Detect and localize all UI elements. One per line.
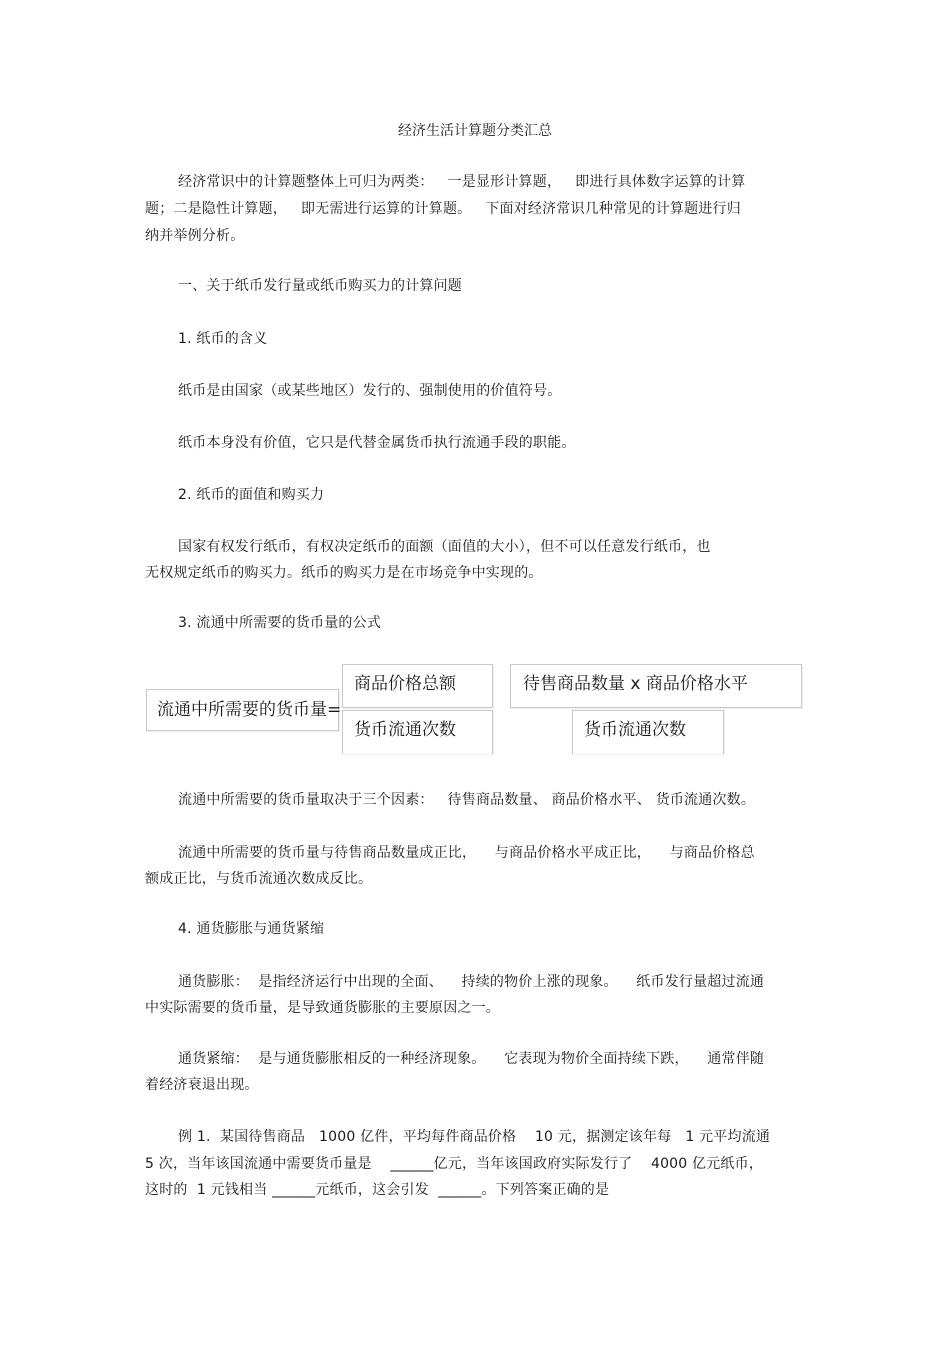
inflation-definition-line-2: 中实际需要的货币量，是导致通货膨胀的主要原因之一。 (145, 1000, 500, 1016)
document-title: 经济生活计算题分类汇总 (398, 123, 552, 139)
fraction-2-numerator: 待售商品数量 x 商品价格水平 (523, 674, 748, 694)
fraction-2-denominator: 货币流通次数 (584, 720, 686, 740)
example-1-line-1: 例 1. 某国待售商品 1000 亿件，平均每件商品价格 10 元，据测定该年每 1 元平均流通 (178, 1129, 771, 1145)
item-3-heading: 3. 流通中所需要的货币量的公式 (178, 615, 382, 631)
section-1-heading: 一、关于纸币发行量或纸币购买力的计算问题 (178, 278, 462, 294)
item-2-paragraph-line-2: 无权规定纸币的购买力。纸币的购买力是在市场竞争中实现的。 (145, 565, 543, 581)
fraction-1-numerator: 商品价格总额 (354, 674, 456, 694)
inflation-definition-line-1: 通货膨胀： 是指经济运行中出现的全面、 持续的物价上涨的现象。 纸币发行量超过流通 (178, 974, 765, 990)
item-3-paragraph-1: 流通中所需要的货币量取决于三个因素： 待售商品数量、 商品价格水平、 货币流通次数。 (178, 792, 756, 808)
example-1-line-3: 这时的 1 元钱相当 ______元纸币，这会引发 ______。下列答案正确的是 (145, 1182, 610, 1198)
item-1-paragraph-1: 纸币是由国家（或某些地区）发行的、强制使用的价值符号。 (178, 383, 562, 399)
deflation-definition-line-1: 通货紧缩： 是与通货膨胀相反的一种经济现象。 它表现为物价全面持续下跌， 通常伴随 (178, 1051, 765, 1067)
fraction-2-denominator-box (572, 710, 724, 754)
item-3-paragraph-2-line-2: 额成正比，与货币流通次数成反比。 (145, 871, 373, 887)
item-2-paragraph-line-1: 国家有权发行纸币，有权决定纸币的面额（面值的大小），但不可以任意发行纸币，也 (178, 539, 711, 555)
fraction-2-numerator-box (510, 664, 802, 708)
formula-left-label-box (146, 689, 342, 731)
item-2-heading: 2. 纸币的面值和购买力 (178, 487, 325, 503)
item-1-heading: 1. 纸币的含义 (178, 331, 268, 347)
fraction-1-numerator-box (342, 664, 493, 708)
fraction-1-denominator-box (342, 710, 493, 754)
item-3-paragraph-2-line-1: 流通中所需要的货币量与待售商品数量成正比， 与商品价格水平成正比， 与商品价格总 (178, 845, 755, 861)
intro-line-1: 经济常识中的计算题整体上可归为两类： 一是显形计算题， 即进行具体数字运算的计算 (178, 174, 746, 190)
formula-left-label: 流通中所需要的货币量= (157, 700, 342, 720)
item-1-paragraph-2: 纸币本身没有价值，它只是代替金属货币执行流通手段的职能。 (178, 435, 576, 451)
item-4-heading: 4. 通货膨胀与通货紧缩 (178, 921, 325, 937)
intro-line-2: 题；二是隐性计算题， 即无需进行运算的计算题。 下面对经济常识几种常见的计算题进行归 (145, 201, 741, 217)
deflation-definition-line-2: 着经济衰退出现。 (145, 1077, 259, 1093)
example-1-line-2: 5 次，当年该国流通中需要货币量是 ______亿元，当年该国政府实际发行了 4000 亿元纸币， (145, 1156, 764, 1172)
fraction-1-denominator: 货币流通次数 (354, 720, 456, 740)
intro-line-3: 纳并举例分析。 (145, 228, 245, 244)
